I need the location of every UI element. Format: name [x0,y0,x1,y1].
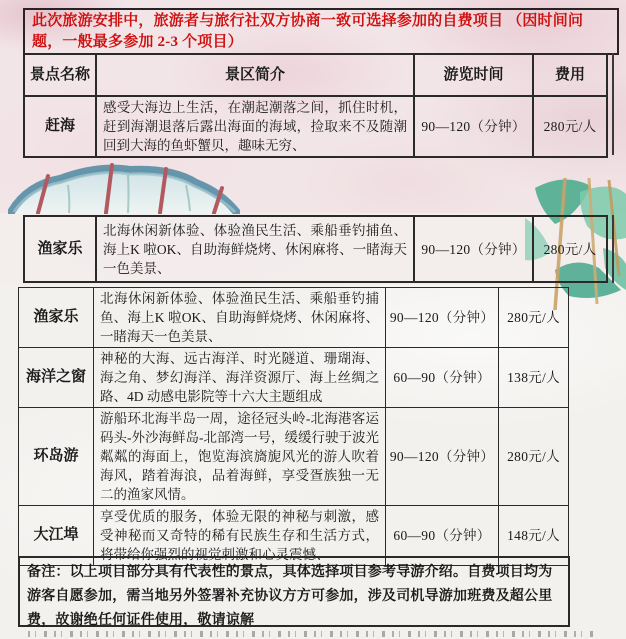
activity-fee-cell: 280元/人 [533,216,607,282]
umbrella-icon [8,155,240,214]
activity-time-cell: 90—120（分钟） [386,288,499,348]
activity-desc-cell: 感受大海边上生活，在潮起潮落之间，抓住时机，赶到海潮退落后露出海面的海域，捡取来不及随潮回到大海的鱼虾蟹贝，趣味无穷、 [96,96,414,157]
activity-name-cell: 赶海 [24,96,96,157]
activity-desc-cell: 神秘的大海、远古海洋、时光隧道、珊瑚海、海之角、梦幻海洋、海洋资源厅、海上丝绸之路、4D 动感电影院等十六大主题组成 [94,348,386,408]
activity-desc-cell: 北海休闲新体验、体验渔民生活、乘船垂钓捕鱼、海上K 啦OK、自助海鲜烧烤、休闲麻将、一睹海天一色美景、 [96,216,414,282]
activity-fee-cell: 280元/人 [499,288,569,348]
activity-name-cell: 环岛游 [19,408,94,506]
remark-box [18,556,570,627]
table-header-row [24,54,607,96]
activity-time-cell: 90—120（分钟） [386,408,499,506]
notice-text: 此次旅游安排中，旅游者与旅行社双方协商一致可选择参加的自费项目 （因时间问题，一般最多参加 2-3 个项目） [32,13,584,50]
activity-time-cell: 60—90（分钟） [386,348,499,408]
activity-row [24,96,607,157]
header-fee: 费用 [533,54,607,96]
notice-box [23,8,619,55]
header-desc: 景区简介 [96,54,414,96]
activity-name-cell: 海洋之窗 [19,348,94,408]
header-time: 游览时间 [414,54,533,96]
activity-name-cell: 大江埠 [19,506,94,566]
activity-row [24,216,607,282]
activity-desc-cell: 享受优质的服务，体验无限的神秘与刺激，感受神秘而又奇特的稀有民族生存和生活方式，将带给你强烈的视觉刺激和心灵震憾、 [94,506,386,566]
outer-border-line [612,215,614,283]
remark-text: 备注：以上项目部分具有代表性的景点，具体选择项目参考导游介绍。自费项目均为游客自愿参加，需当地另外签署补充协议方方可参加，涉及司机导游加班费及超公里费，故谢绝任何证件使用，敬请谅解 [27,565,553,628]
fee-table-block-2 [23,215,608,283]
activity-time-cell: 60—90（分钟） [386,506,499,566]
outer-border-line [612,53,614,155]
activity-desc-cell: 北海休闲新体验、体验渔民生活、乘船垂钓捕鱼、海上K 啦OK、自助海鲜烧烤、休闲麻将、一睹海天一色美景、 [94,288,386,348]
activity-name-cell: 渔家乐 [19,288,94,348]
header-name: 景点名称 [24,54,96,96]
activity-row [19,348,569,408]
activity-time-cell: 90—120（分钟） [414,96,533,157]
fee-table-block-1 [23,53,608,158]
activity-row [19,408,569,506]
activity-fee-cell: 280元/人 [533,96,607,157]
activity-name-cell: 渔家乐 [24,216,96,282]
activity-fee-cell: 148元/人 [499,506,569,566]
fee-table-block-3 [18,287,569,566]
activity-fee-cell: 280元/人 [499,408,569,506]
activity-row [19,288,569,348]
cutoff-text-strip [28,631,594,637]
activity-fee-cell: 138元/人 [499,348,569,408]
activity-time-cell: 90—120（分钟） [414,216,533,282]
activity-desc-cell: 游船环北海半岛一周，途径冠头岭-北海港客运码头-外沙海鲜岛-北部湾一号，缓缓行驶于波光粼粼的海面上，饱览海滨旖旎风光的游人吹着海风，踏着海浪，品着海鲜，享受疍族独一无二的渔家风情。 [94,408,386,506]
